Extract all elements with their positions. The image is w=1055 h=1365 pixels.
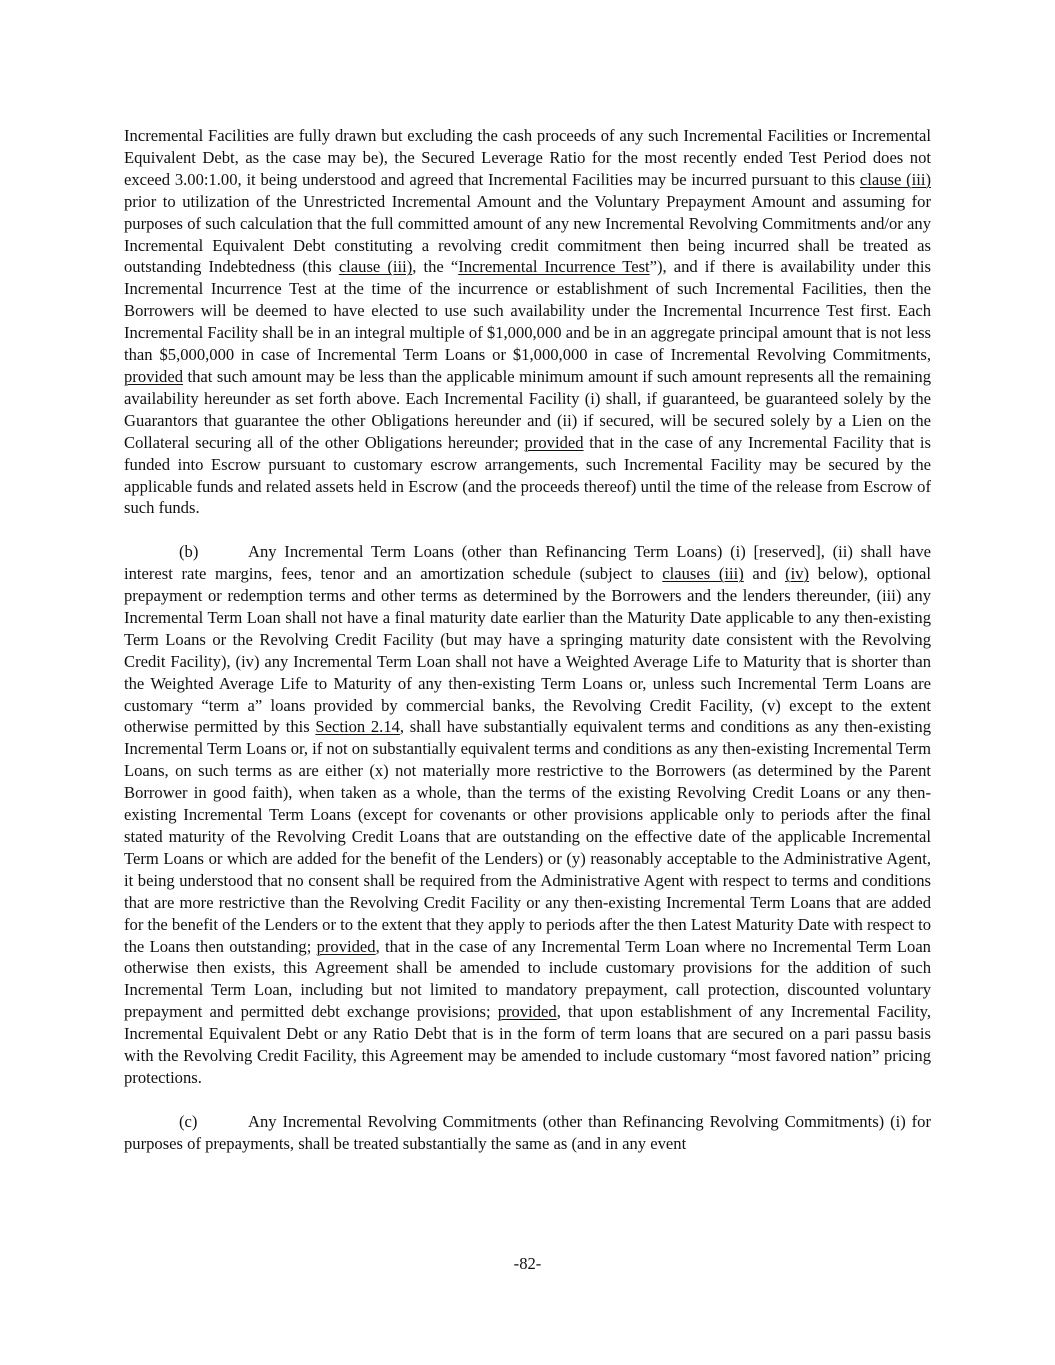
underlined-term: provided: [124, 366, 183, 386]
document-body: [124, 125, 931, 1155]
text-run: and: [743, 564, 786, 584]
text-run: ”), and if there is availability under this Incremental Incurrence Test at the time of the incurrence or establishment of such Incremental Facilities, then the Borrowers will be deemed to have elected to use such availability under the Incremental Incurrence Test first. Each Incremental Facility shall be in an integral multiple of $1,000,000 and be in an aggregate principal amount that is not less than $5,000,000 in case of Incremental Term Loans or $1,000,000 in case of Incremental Revolving Commitments,: [124, 257, 931, 365]
paragraph-c: [124, 1111, 931, 1155]
text-run: below), optional prepayment or redemption terms and other terms as determined by the Borrowers and the lenders thereunder, (iii) any Incremental Term Loan shall not have a final maturity date earlier than the Maturity Date applicable to any then-existing Term Loans or the Revolving Credit Facility (but may have a springing maturity date consistent with the Revolving Credit Facility), (iv) any Incremental Term Loan shall not have a Weighted Average Life to Maturity that is shorter than the Weighted Average Life to Maturity of any then-existing Term Loans or, unless such Incremental Term Loans are customary “term a” loans provided by commercial banks, the Revolving Credit Facility, (v) except to the extent otherwise permitted by this: [124, 564, 931, 737]
underlined-term: provided: [524, 432, 584, 452]
text-run: , shall have substantially equivalent terms and conditions as any then-existing Incremental Term Loans or, if not on substantially equivalent terms and conditions as any then-existing Incremental Term Loans, on such terms as are either (x) not materially more restrictive to the Borrowers (as determined by the Parent Borrower in good faith), when taken as a whole, than the terms of the existing Revolving Credit Loans or any then-existing Incremental Term Loans (except for covenants or other provisions applicable only to periods after the final stated maturity of the Revolving Credit Loans that are outstanding on the effective date of the applicable Incremental Term Loans or which are added for the benefit of the Lenders) or (y) reasonably acceptable to the Administrative Agent, it being understood that no consent shall be required from the Administrative Agent with respect to terms and conditions that are more restrictive than the Revolving Credit Facility or any then-existing Incremental Term Loans that are added for the benefit of the Lenders or to the extent that they apply to periods after the then Latest Maturity Date with respect to the Loans then outstanding;: [124, 717, 931, 956]
paragraph-label: (c): [179, 1111, 198, 1131]
underlined-term: provided: [497, 1002, 557, 1022]
text-run: that in the case of any Incremental Facility that is funded into Escrow pursuant to customary escrow arrangements, such Incremental Facility may be secured by the applicable funds and related assets held in Escrow (and the proceeds thereof) until the time of the release from Escrow of such funds.: [124, 432, 932, 518]
text-run: Any Incremental Term Loans (other than Refinancing Term Loans) (i) [reserved], (ii) shall have interest rate margins, fees, tenor and an amortization schedule (subject to: [124, 542, 931, 584]
text-run: Any Incremental Revolving Commitments (other than Refinancing Revolving Commitments) (i) for purposes of prepayments, shall be treated substantially the same as (and in any event: [124, 1111, 931, 1153]
underlined-term: clause (iii): [859, 169, 931, 189]
text-run: , that in the case of any Incremental Term Loan where no Incremental Term Loan otherwise then exists, this Agreement shall be amended to include customary provisions for the addition of such Incremental Term Loan, including but not limited to mandatory prepayment, call protection, discounted voluntary prepayment and permitted debt exchange provisions;: [124, 936, 931, 1022]
section-reference: Section 2.14: [315, 717, 400, 737]
paragraph-label: (b): [179, 542, 199, 562]
underlined-term: clause (iii): [338, 257, 413, 277]
text-run: , the “: [412, 257, 459, 277]
underlined-term: provided: [316, 936, 376, 956]
text-run: , that upon establishment of any Incremental Facility, Incremental Equivalent Debt or any Ratio Debt that is in the form of term loans that are secured on a pari passu basis with the Revolving Credit Facility, this Agreement may be amended to include customary “most favored nation” pricing protections.: [124, 1002, 931, 1087]
page-number: -82-: [513, 1254, 542, 1273]
text-run: that such amount may be less than the applicable minimum amount if such amount represents all the remaining availability hereunder as set forth above. Each Incremental Facility (i) shall, if guaranteed, be guaranteed solely by the Guarantors that guarantee the other Obligations hereunder and (ii) if secured, will be secured solely by a Lien on the Collateral securing all of the other Obligations hereunder;: [124, 366, 931, 452]
underlined-term: clauses (iii): [662, 564, 744, 584]
text-run: prior to utilization of the Unrestricted Incremental Amount and the Voluntary Prepayment Amount and assuming for purposes of such calculation that the full committed amount of any new Incremental Revolving Commitments and/or any Incremental Equivalent Debt constituting a revolving credit commitment then being incurred shall be treated as outstanding Indebtedness (this: [124, 191, 931, 277]
text-run: Incremental Facilities are fully drawn but excluding the cash proceeds of any such Incremental Facilities or Incremental Equivalent Debt, as the case may be), the Secured Leverage Ratio for the most recently ended Test Period does not exceed 3.00:1.00, it being understood and agreed that Incremental Facilities may be incurred pursuant to this: [124, 126, 931, 189]
paragraph-b: [124, 541, 931, 1089]
defined-term: Incremental Incurrence Test: [458, 257, 650, 277]
underlined-term: (iv): [785, 564, 810, 584]
paragraph-continuation: [124, 125, 931, 519]
